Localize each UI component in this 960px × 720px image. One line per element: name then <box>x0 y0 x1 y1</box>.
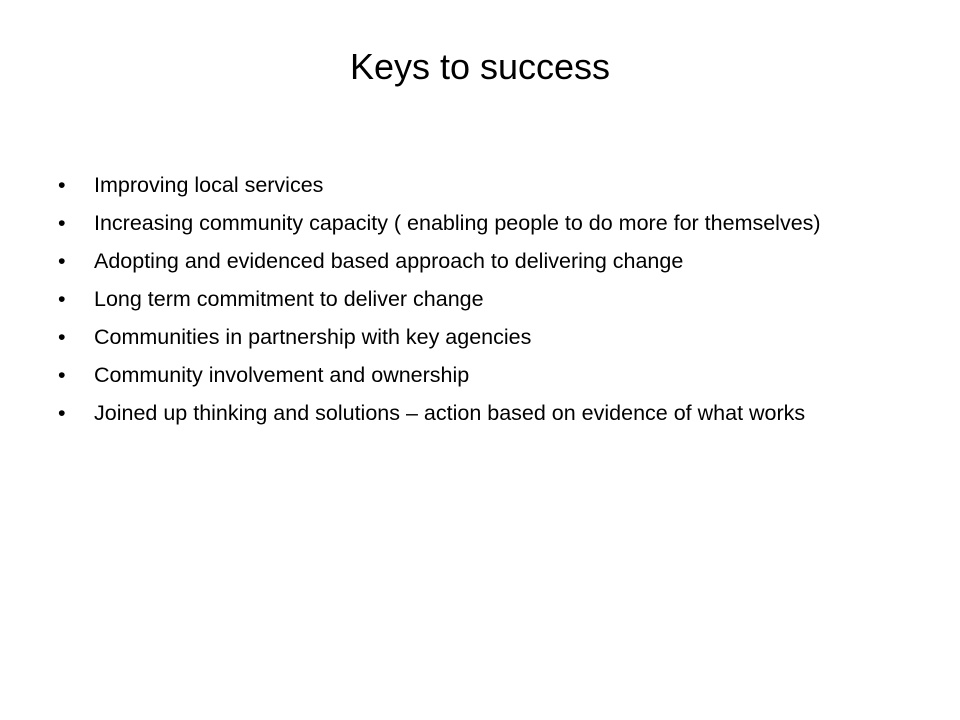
bullet-icon: • <box>58 401 66 425</box>
bullet-icon: • <box>58 325 66 349</box>
bullet-item-community-capacity <box>58 210 858 236</box>
bullet-icon: • <box>58 249 66 273</box>
bullet-item-community-involvement <box>58 362 858 388</box>
slide-title: Keys to success <box>349 46 611 87</box>
bullet-list <box>58 172 858 438</box>
bullet-text: Long term commitment to deliver change <box>94 287 484 311</box>
bullet-item-evidence-based-approach <box>58 248 858 274</box>
bullet-icon: • <box>58 173 66 197</box>
bullet-text: Communities in partnership with key agencies <box>94 325 532 349</box>
bullet-item-partnership <box>58 324 858 350</box>
bullet-text: Adopting and evidenced based approach to delivering change <box>94 249 684 273</box>
bullet-text: Increasing community capacity ( enabling people to do more for themselves) <box>94 211 821 235</box>
bullet-item-improving-local-services <box>58 172 858 198</box>
bullet-icon: • <box>58 211 66 235</box>
bullet-text: Joined up thinking and solutions – action based on evidence of what works <box>94 401 806 425</box>
bullet-icon: • <box>58 363 66 387</box>
bullet-icon: • <box>58 287 66 311</box>
bullet-item-long-term-commitment <box>58 286 858 312</box>
bullet-text: Community involvement and ownership <box>94 363 470 387</box>
bullet-text: Improving local services <box>94 173 324 197</box>
bullet-item-joined-up-thinking <box>58 400 858 426</box>
